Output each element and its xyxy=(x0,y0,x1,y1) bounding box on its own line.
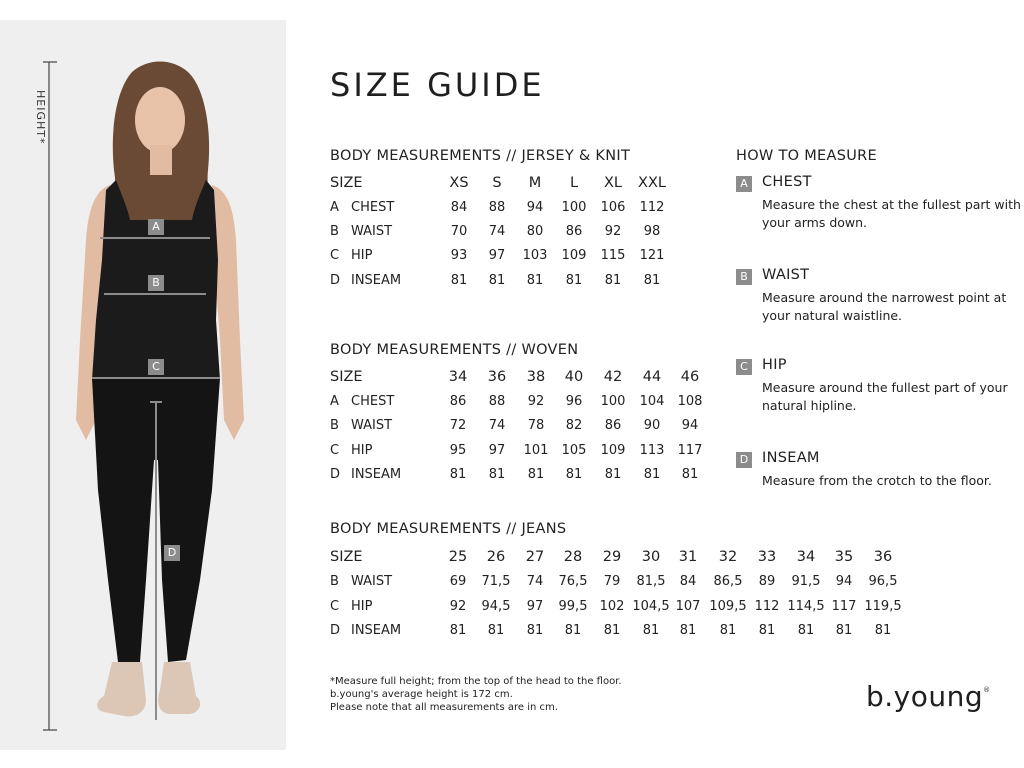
table-cell: 103 xyxy=(522,248,548,263)
table-cell: 91,5 xyxy=(791,574,821,589)
table-cell: 72 xyxy=(449,418,467,433)
how-to-heading: HIP xyxy=(762,357,787,373)
table-cell: 105 xyxy=(561,443,587,458)
footnote xyxy=(330,675,622,714)
row-label: CHEST xyxy=(351,200,395,215)
table-cell: 80 xyxy=(526,224,544,239)
registered-mark: ® xyxy=(983,686,991,694)
table-cell: 81 xyxy=(527,467,545,482)
row-letter: C xyxy=(330,248,340,263)
marker-inseam: D xyxy=(164,545,180,561)
table-cell: 109 xyxy=(600,443,626,458)
table-cell: 81 xyxy=(797,623,815,638)
marker-hip: C xyxy=(148,359,164,375)
table-cell: 81 xyxy=(526,623,544,638)
size-header: 36 xyxy=(487,369,507,385)
table-cell: 81 xyxy=(758,623,776,638)
table-cell: 88 xyxy=(488,394,506,409)
size-header: 26 xyxy=(486,549,506,565)
footnote-line: b.young's average height is 172 cm. xyxy=(330,689,513,700)
table-cell: 86 xyxy=(565,224,583,239)
row-label: WAIST xyxy=(351,574,393,589)
row-letter: B xyxy=(330,224,339,239)
table-cell: 81 xyxy=(643,467,661,482)
size-header: 40 xyxy=(564,369,584,385)
footnote-line: *Measure full height; from the top of the head to the floor. xyxy=(330,676,622,687)
model-photo-panel xyxy=(0,20,286,750)
table-cell: 92 xyxy=(604,224,622,239)
footnote-line: Please note that all measurements are in cm. xyxy=(330,702,558,713)
size-label: SIZE xyxy=(330,549,363,565)
table-cell: 89 xyxy=(758,574,776,589)
table-cell: 101 xyxy=(523,443,549,458)
table-cell: 95 xyxy=(449,443,467,458)
size-header: XL xyxy=(603,175,622,191)
table-cell: 81 xyxy=(564,623,582,638)
row-letter: C xyxy=(330,443,340,458)
badge-waist: B xyxy=(736,269,752,285)
row-label: HIP xyxy=(351,599,373,614)
size-header: 36 xyxy=(873,549,893,565)
row-label: WAIST xyxy=(351,224,393,239)
size-header: 44 xyxy=(642,369,662,385)
table-cell: 81 xyxy=(488,273,506,288)
row-letter: C xyxy=(330,599,340,614)
table-cell: 98 xyxy=(643,224,661,239)
size-header: 38 xyxy=(526,369,546,385)
table-cell: 96,5 xyxy=(868,574,898,589)
table-cell: 81 xyxy=(679,623,697,638)
table-cell: 93 xyxy=(450,248,468,263)
table-cell: 92 xyxy=(527,394,545,409)
table-cell: 70 xyxy=(450,224,468,239)
size-header: 31 xyxy=(678,549,698,565)
badge-hip: C xyxy=(736,359,752,375)
table-cell: 113 xyxy=(639,443,665,458)
row-letter: D xyxy=(330,623,341,638)
size-header: 32 xyxy=(718,549,738,565)
row-label: HIP xyxy=(351,443,373,458)
table-cell: 117 xyxy=(831,599,857,614)
size-header: 46 xyxy=(680,369,700,385)
how-to-heading: WAIST xyxy=(762,267,810,283)
jersey-section-title: BODY MEASUREMENTS // JERSEY & KNIT xyxy=(330,148,631,164)
row-label: INSEAM xyxy=(351,623,402,638)
table-cell: 78 xyxy=(527,418,545,433)
size-label: SIZE xyxy=(330,369,363,385)
table-cell: 74 xyxy=(488,418,506,433)
table-cell: 81 xyxy=(604,467,622,482)
table-cell: 81 xyxy=(565,273,583,288)
size-label: SIZE xyxy=(330,175,363,191)
table-cell: 81 xyxy=(603,623,621,638)
brand-logo xyxy=(866,680,991,713)
how-to-heading: INSEAM xyxy=(762,450,820,466)
brand-name: b.young xyxy=(866,680,984,713)
table-cell: 79 xyxy=(603,574,621,589)
size-header: 35 xyxy=(834,549,854,565)
table-cell: 81 xyxy=(604,273,622,288)
table-cell: 97 xyxy=(488,248,506,263)
table-cell: 102 xyxy=(599,599,625,614)
table-cell: 74 xyxy=(526,574,544,589)
table-cell: 90 xyxy=(643,418,661,433)
table-cell: 81 xyxy=(874,623,892,638)
table-cell: 81 xyxy=(449,623,467,638)
woven-section-title: BODY MEASUREMENTS // WOVEN xyxy=(330,342,579,358)
table-cell: 100 xyxy=(561,200,587,215)
table-cell: 81 xyxy=(565,467,583,482)
table-cell: 76,5 xyxy=(558,574,588,589)
how-to-description: Measure around the fullest part of your natural hipline. xyxy=(762,380,1008,413)
table-cell: 106 xyxy=(600,200,626,215)
table-cell: 108 xyxy=(677,394,703,409)
table-cell: 115 xyxy=(600,248,626,263)
size-header: 33 xyxy=(757,549,777,565)
table-cell: 86,5 xyxy=(713,574,743,589)
how-to-description: Measure around the narrowest point at your natural waistline. xyxy=(762,290,1007,323)
height-label: HEIGHT* xyxy=(34,90,47,145)
row-label: CHEST xyxy=(351,394,395,409)
table-cell: 74 xyxy=(488,224,506,239)
table-cell: 69 xyxy=(449,574,467,589)
row-letter: A xyxy=(330,200,339,215)
row-label: HIP xyxy=(351,248,373,263)
table-cell: 81,5 xyxy=(636,574,666,589)
table-cell: 96 xyxy=(565,394,583,409)
table-cell: 104 xyxy=(639,394,665,409)
table-cell: 117 xyxy=(677,443,703,458)
size-header: 34 xyxy=(796,549,816,565)
size-header: XXL xyxy=(638,175,666,191)
row-letter: B xyxy=(330,574,339,589)
badge-chest: A xyxy=(736,176,752,192)
table-cell: 81 xyxy=(487,623,505,638)
row-letter: A xyxy=(330,394,339,409)
how-to-measure-title: HOW TO MEASURE xyxy=(736,148,877,164)
how-to-description: Measure from the crotch to the floor. xyxy=(762,473,992,488)
table-cell: 71,5 xyxy=(481,574,511,589)
marker-waist: B xyxy=(148,275,164,291)
page-title: SIZE GUIDE xyxy=(330,66,545,104)
row-label: WAIST xyxy=(351,418,393,433)
size-header: 28 xyxy=(563,549,583,565)
table-cell: 109 xyxy=(561,248,587,263)
size-header: 25 xyxy=(448,549,468,565)
how-to-heading: CHEST xyxy=(762,174,812,190)
table-cell: 81 xyxy=(681,467,699,482)
row-letter: B xyxy=(330,418,339,433)
size-header: S xyxy=(492,175,502,191)
badge-inseam: D xyxy=(736,452,752,468)
table-cell: 94,5 xyxy=(481,599,511,614)
row-letter: D xyxy=(330,467,341,482)
table-cell: 81 xyxy=(719,623,737,638)
table-cell: 81 xyxy=(526,273,544,288)
table-cell: 97 xyxy=(488,443,506,458)
table-cell: 112 xyxy=(639,200,665,215)
table-cell: 82 xyxy=(565,418,583,433)
row-label: INSEAM xyxy=(351,467,402,482)
row-letter: D xyxy=(330,273,341,288)
table-cell: 121 xyxy=(639,248,665,263)
table-cell: 81 xyxy=(643,273,661,288)
table-cell: 107 xyxy=(675,599,701,614)
marker-chest: A xyxy=(148,219,164,235)
size-header: M xyxy=(528,175,542,191)
table-cell: 99,5 xyxy=(558,599,588,614)
size-header: 27 xyxy=(525,549,545,565)
size-header: 29 xyxy=(602,549,622,565)
table-cell: 88 xyxy=(488,200,506,215)
size-header: 42 xyxy=(603,369,623,385)
table-cell: 81 xyxy=(835,623,853,638)
table-cell: 94 xyxy=(835,574,853,589)
table-cell: 86 xyxy=(604,418,622,433)
table-cell: 86 xyxy=(449,394,467,409)
table-cell: 81 xyxy=(450,273,468,288)
table-cell: 81 xyxy=(449,467,467,482)
table-cell: 97 xyxy=(526,599,544,614)
table-cell: 100 xyxy=(600,394,626,409)
jeans-section-title: BODY MEASUREMENTS // JEANS xyxy=(330,521,567,537)
table-cell: 81 xyxy=(488,467,506,482)
table-cell: 109,5 xyxy=(709,599,747,614)
size-header: 34 xyxy=(448,369,468,385)
table-cell: 119,5 xyxy=(864,599,902,614)
size-header: L xyxy=(569,175,579,191)
table-cell: 92 xyxy=(449,599,467,614)
table-cell: 114,5 xyxy=(787,599,825,614)
table-cell: 84 xyxy=(679,574,697,589)
how-to-description: Measure the chest at the fullest part with your arms down. xyxy=(762,197,1021,230)
table-cell: 104,5 xyxy=(632,599,670,614)
table-cell: 81 xyxy=(642,623,660,638)
row-label: INSEAM xyxy=(351,273,402,288)
table-cell: 84 xyxy=(450,200,468,215)
size-header: XS xyxy=(449,175,469,191)
table-cell: 112 xyxy=(754,599,780,614)
size-header: 30 xyxy=(641,549,661,565)
table-cell: 94 xyxy=(681,418,699,433)
table-cell: 94 xyxy=(526,200,544,215)
